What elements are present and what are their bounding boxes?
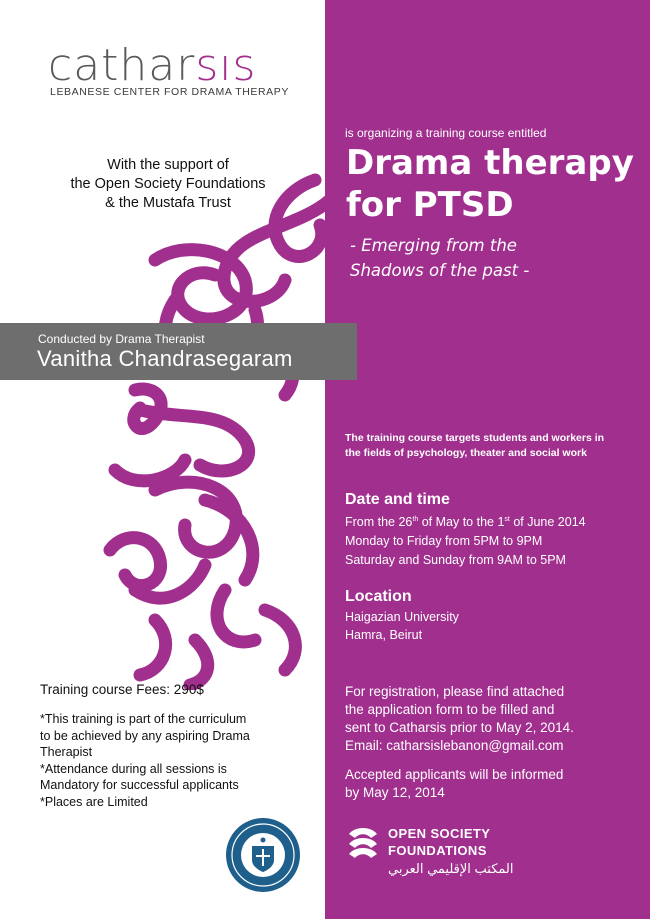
location-venue: Haigazian University: [345, 610, 459, 624]
course-title-line: for PTSD: [346, 185, 514, 225]
date-ordinal: st: [504, 516, 510, 523]
support-line: & the Mustafa Trust: [105, 195, 231, 211]
date-range: [345, 515, 586, 529]
registration-email: Email: catharsislebanon@gmail.com: [345, 738, 564, 753]
course-subtitle-line: Shadows of the past -: [350, 261, 530, 280]
course-title-line: Drama therapy: [346, 143, 634, 183]
support-line: the Open Society Foundations: [70, 176, 266, 192]
support-statement: [38, 156, 298, 213]
date-time-heading: Date and time: [345, 491, 450, 508]
logo-word-accent: sıs: [195, 40, 257, 91]
date-range-part: of June 2014: [509, 515, 586, 529]
catharsis-logo: [48, 40, 257, 91]
calligraphy-ornament-icon: [95, 170, 340, 690]
registration-line: sent to Catharsis prior to May 2, 2014.: [345, 720, 574, 735]
weekday-hours: Monday to Friday from 5PM to 9PM: [345, 534, 543, 548]
logo-word-main: cathar: [48, 40, 196, 91]
date-range-part: From the 26: [345, 515, 413, 529]
note-line: *This training is part of the curriculum: [40, 712, 247, 726]
osf-name-line: OPEN SOCIETY: [388, 826, 491, 841]
target-line: The training course targets students and workers in: [345, 432, 605, 444]
course-fees: Training course Fees: 290$: [40, 682, 204, 697]
course-title: [346, 142, 646, 226]
date-range-part: of May to the 1: [418, 515, 505, 529]
note-line: Therapist: [40, 745, 93, 759]
acceptance-line: Accepted applicants will be informed: [345, 767, 564, 782]
university-seal-icon: [224, 816, 302, 894]
registration-line: the application form to be filled and: [345, 702, 555, 717]
note-line: Mandatory for successful applicants: [40, 778, 239, 792]
support-line: With the support of: [107, 157, 229, 173]
osf-arabic-name: المكتب الإقليمي العربي: [388, 861, 514, 876]
note-line: *Places are Limited: [40, 794, 148, 809]
location-area: Hamra, Beirut: [345, 628, 423, 642]
weekend-hours: Saturday and Sunday from 9AM to 5PM: [345, 553, 566, 567]
trainer-name: Vanitha Chandrasegaram: [37, 346, 293, 371]
note-line: *Attendance during all sessions is: [40, 761, 227, 776]
location-heading: Location: [345, 588, 412, 605]
target-line: the fields of psychology, theater and social work: [345, 447, 587, 459]
target-audience: [345, 431, 645, 461]
osf-name-line: FOUNDATIONS: [388, 843, 487, 858]
logo-subtitle: LEBANESE CENTER FOR DRAMA THERAPY: [50, 86, 289, 98]
open-society-logo-icon: [345, 824, 381, 862]
note-line: to be achieved by any aspiring Drama: [40, 728, 250, 743]
acceptance-info: [345, 766, 645, 802]
course-subtitle-line: - Emerging from the: [350, 236, 517, 255]
trainer-label: Conducted by Drama Therapist: [38, 332, 205, 346]
course-subtitle: [350, 233, 645, 283]
registration-line: For registration, please find attached: [345, 684, 565, 699]
registration-info: [345, 683, 645, 755]
acceptance-line: by May 12, 2014: [345, 785, 445, 800]
course-intro: is organizing a training course entitled: [345, 126, 547, 140]
course-notes: [40, 711, 320, 810]
date-ordinal: th: [412, 516, 419, 523]
